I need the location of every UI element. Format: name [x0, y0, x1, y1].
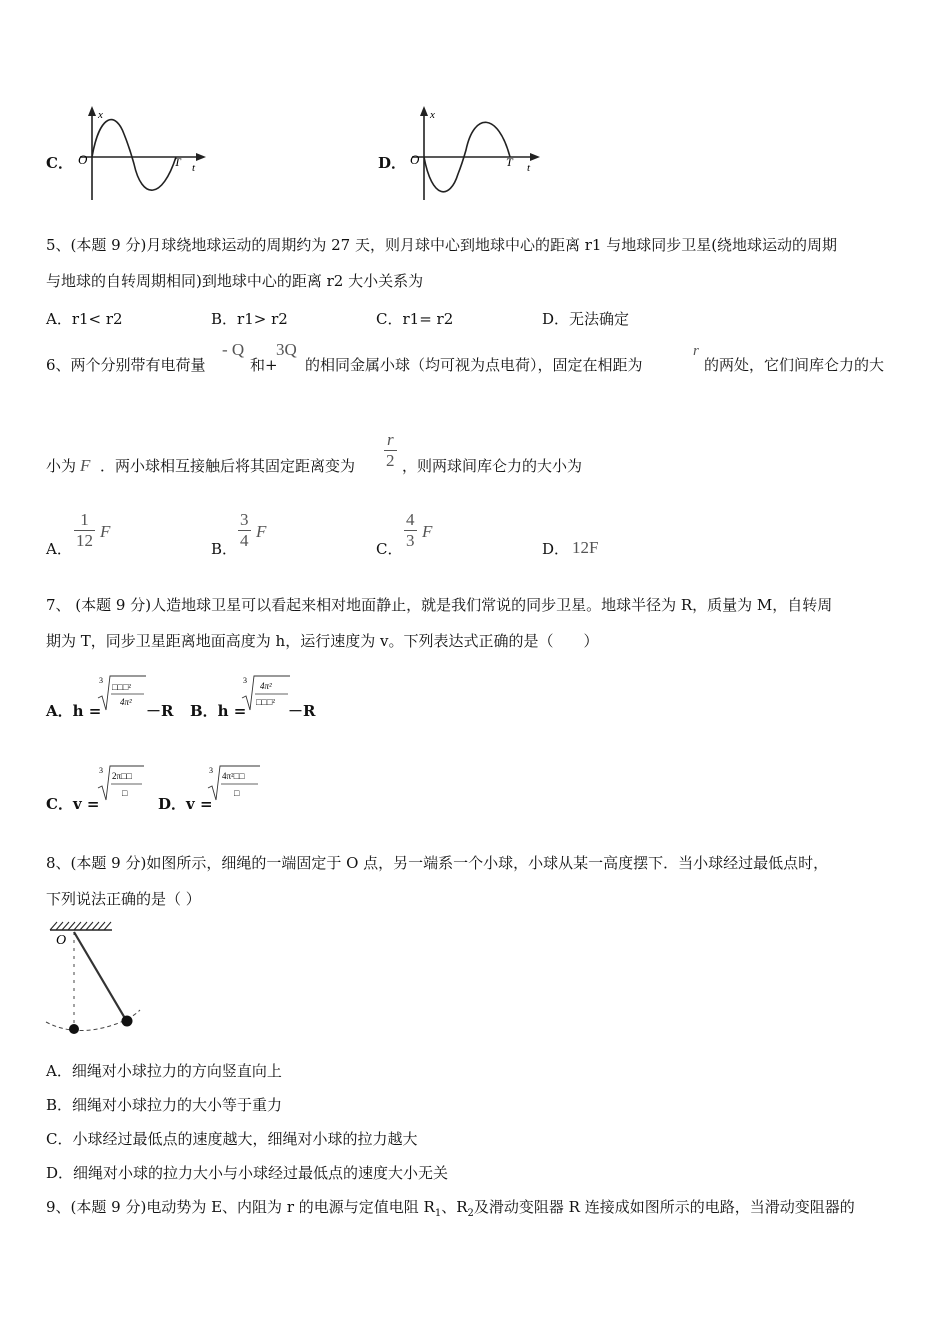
q6-option-c-var: F: [422, 522, 433, 541]
graph-c-t-label: t: [192, 162, 196, 174]
q7-option-c-num: 2π□□: [112, 771, 132, 781]
q5-line2: 与地球的自转周期相同)到地球中心的距离 r2 大小关系为: [46, 272, 424, 290]
question-5: [46, 227, 908, 299]
graph-d-period: T: [506, 155, 513, 169]
graph-c-origin: O: [78, 152, 88, 167]
q8-option-d: D．细绳对小球的拉力大小与小球经过最低点的速度大小无关: [46, 1164, 449, 1182]
string: [74, 932, 126, 1020]
q7-option-a-num: □□□²: [112, 682, 132, 692]
q7-option-a-root: [96, 672, 148, 714]
q6-text-1: 6、两个分别带有电荷量: [46, 356, 206, 374]
q7-option-a-tail: －R: [146, 702, 174, 720]
graph-d-origin: O: [410, 152, 420, 167]
q8-option-b: B．细绳对小球拉力的大小等于重力: [46, 1096, 283, 1114]
ceiling-hatching: [50, 922, 111, 930]
q7-option-b-root-index: 3: [243, 676, 247, 685]
graph-c-y-arrow: [88, 106, 96, 116]
q9-sub-1: 1: [434, 1208, 442, 1219]
q7-option-a-root-index: 3: [99, 676, 103, 685]
graph-c: [70, 104, 210, 204]
q9-text-2: 及滑动变阻器 R 连接成如图所示的电路，当滑动变阻器的: [473, 1198, 855, 1216]
q7-option-b-label: B．h =: [190, 702, 247, 720]
q6-text-3: 的两处，它们间库仑力的大: [704, 356, 885, 374]
question-7: [46, 587, 908, 659]
q9-sub-2: 2: [467, 1208, 474, 1219]
q9-text-1: 9、(本题 9 分)电动势为 E、内阻为 r 的电源与定值电阻 R: [46, 1198, 435, 1216]
q9-sep: 、R: [441, 1198, 468, 1216]
q6-text-5: ．两小球相互接触后将其固定距离变为: [100, 457, 356, 475]
q7-option-c-root: [96, 762, 148, 804]
graph-d-x-arrow: [530, 153, 540, 161]
q8-line1: 8、(本题 9 分)如图所示，细绳的一端固定于 O 点，另一端系一个小球，小球从某一高度摆下．当小球经过最低点时，: [46, 854, 829, 872]
q5-option-d: D．无法确定: [542, 310, 630, 328]
q6-option-a-den: 12: [76, 531, 93, 550]
q7-line2: 期为 T，同步卫星距离地面高度为 h，运行速度为 v。下列表达式正确的是（ ）: [46, 632, 599, 650]
q8-option-a: A．细绳对小球拉力的方向竖直向上: [46, 1062, 282, 1080]
q6-new-distance: [384, 430, 397, 471]
q6-option-b-var: F: [256, 522, 267, 541]
ball: [122, 1016, 133, 1027]
question-8: [46, 845, 908, 917]
graph-d-x-label: x: [430, 109, 435, 121]
q6-option-a-num: 1: [80, 510, 89, 529]
q7-option-c-den: □: [122, 788, 128, 798]
q6-and: 和+: [250, 356, 278, 374]
q7-option-b-den: □□□²: [256, 697, 276, 707]
q6-option-c-label: C．: [376, 540, 403, 558]
q6-text-6: ，则两球间库仑力的大小为: [402, 457, 583, 475]
q5-option-a: A．r1< r2: [46, 310, 123, 328]
q5-option-b: B．r1> r2: [211, 310, 288, 328]
graph-c-x-label: x: [98, 109, 103, 121]
q7-option-d-label: D．v =: [158, 795, 213, 813]
q6-text-4: 小为: [46, 457, 77, 475]
pivot-label: O: [56, 933, 67, 948]
graph-c-x-arrow: [196, 153, 206, 161]
graph-d-label: D．: [378, 154, 407, 172]
q6-option-a-var: F: [100, 522, 111, 541]
q6-new-distance-den: 2: [386, 451, 395, 470]
q7-option-d-num: 4π²□□: [222, 771, 245, 781]
q6-pos-charge: 3Q: [276, 340, 297, 359]
q8-pendulum-figure: [44, 916, 148, 1040]
q6-option-c-num: 4: [406, 510, 415, 529]
q5-line1: 5、(本题 9 分)月球绕地球运动的周期约为 27 天，则月球中心到地球中心的距离 r1 与地球同步卫星(绕地球运动的周期: [46, 236, 838, 254]
q6-option-c-den: 3: [406, 531, 415, 550]
q6-option-c-frac: [404, 510, 417, 551]
q5-option-c: C．r1= r2: [376, 310, 454, 328]
q6-option-d-value: 12F: [572, 538, 599, 557]
q6-option-b-label: B．: [211, 540, 238, 558]
q8-line2: 下列说法正确的是（ ）: [46, 890, 201, 908]
q7-option-d-den: □: [234, 788, 240, 798]
q7-option-b-tail: －R: [288, 702, 316, 720]
q7-option-d-root: [206, 762, 262, 804]
q6-force-f: F: [80, 456, 91, 475]
q6-option-d-label: D．: [542, 540, 570, 558]
q6-text-2: 的相同金属小球（均可视为点电荷），固定在相距为: [305, 356, 643, 374]
q7-option-c-label: C．v =: [46, 795, 100, 813]
q7-line1: 7、 (本题 9 分)人造地球卫星可以看起来相对地面静止，就是我们常说的同步卫星。地球半径为 R，质量为 M，自转周: [46, 596, 833, 614]
q7-option-b-root: [240, 672, 292, 714]
q6-neg-charge: - Q: [222, 340, 245, 359]
graph-d-t-label: t: [527, 162, 531, 174]
graph-d-y-arrow: [420, 106, 428, 116]
q6-distance-r: r: [693, 343, 699, 359]
q8-option-c: C．小球经过最低点的速度越大，细绳对小球的拉力越大: [46, 1130, 418, 1148]
q6-option-b-frac: [238, 510, 251, 551]
graph-c-period: T: [174, 155, 181, 169]
q7-option-d-root-index: 3: [209, 766, 213, 775]
graph-c-curve: [92, 120, 176, 191]
q7-option-a-den: 4π²: [120, 697, 132, 707]
q6-new-distance-num: r: [386, 430, 394, 449]
ball-lowest-point: [69, 1024, 79, 1034]
question-9: [46, 1196, 855, 1219]
q7-option-c-root-index: 3: [99, 766, 103, 775]
graph-d: [400, 104, 545, 204]
q6-option-a-frac: [74, 510, 95, 551]
q7-option-a-label: A．h =: [46, 702, 102, 720]
q7-option-b-num: 4π²: [260, 681, 272, 691]
graph-c-label: C．: [46, 154, 73, 172]
q6-option-a-label: A．: [46, 540, 72, 558]
q6-option-b-den: 4: [240, 531, 249, 550]
q6-option-b-num: 3: [240, 510, 249, 529]
